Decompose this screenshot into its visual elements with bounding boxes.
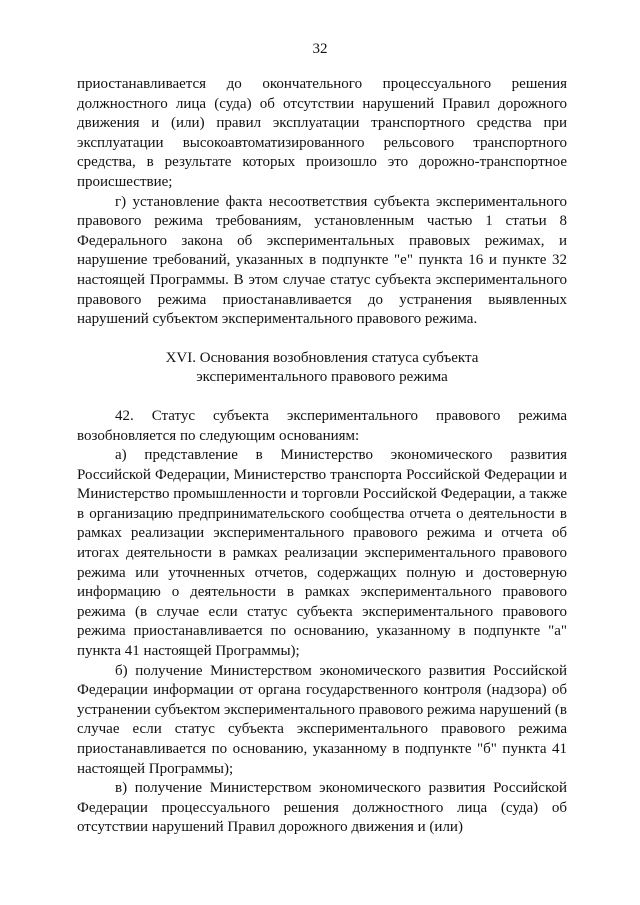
document-body (77, 75, 567, 838)
paragraph-item-a: а) представление в Министерство экономического развития Российской Федерации, Министерство транспорта Российской Федерации и Министерство промышленности и торговли Российской Федерации, а также в организацию предпринимательского сообщества отчета о деятельности в рамках реализации экспериментального правового режима и отчета об итогах деятельности в рамках реализации экспериментального правового режима или уточненных отчетов, содержащих полную и достоверную информацию о деятельности в рамках экспериментального правового режима (в случае если статус субъекта экспериментального правового режима приостанавливается по основанию, указанному в подпункте "а" пункта 41 настоящей Программы); (77, 447, 567, 660)
paragraph-item-g: г) установление факта несоответствия субъекта экспериментального правового режима требованиям, установленным частью 1 статьи 8 Федерального закона об экспериментальных правовых режимах, и нарушение требований, указанных в подпункте "е" пункта 16 и пункте 32 настоящей Программы. В этом случае статус субъекта экспериментального правового режима приостанавливается до устранения выявленных нарушений субъектом экспериментального правового режима. (77, 193, 567, 328)
section-heading: XVI. Основания возобновления статуса субъекта экспериментального правового режима (165, 349, 479, 386)
page-number: 32 (312, 41, 328, 57)
paragraph-item-b: б) получение Министерством экономического развития Российской Федерации информации от органа государственного контроля (надзора) об устранении субъектом экспериментального правового режима нарушений (в случае если статус субъекта экспериментального правового режима приостанавливается по основанию, указанному в подпункте "б" пункта 41 настоящей Программы); (77, 662, 567, 777)
paragraph-42: 42. Статус субъекта экспериментального правового режима возобновляется по следующим основаниям: (77, 407, 567, 444)
paragraph-item-v: в) получение Министерством экономического развития Российской Федерации процессуального решения должностного лица (суда) об отсутствии нарушений Правил дорожного движения и (или) (77, 780, 567, 836)
paragraph-continuation: приостанавливается до окончательного процессуального решения должностного лица (суда) об отсутствии нарушений Правил дорожного движения и (или) правил эксплуатации транспортного средства при эксплуатации высокоавтоматизированного рельсового транспортного средства, в результате которых произошло это дорожно-транспортное происшествие; (77, 76, 567, 190)
